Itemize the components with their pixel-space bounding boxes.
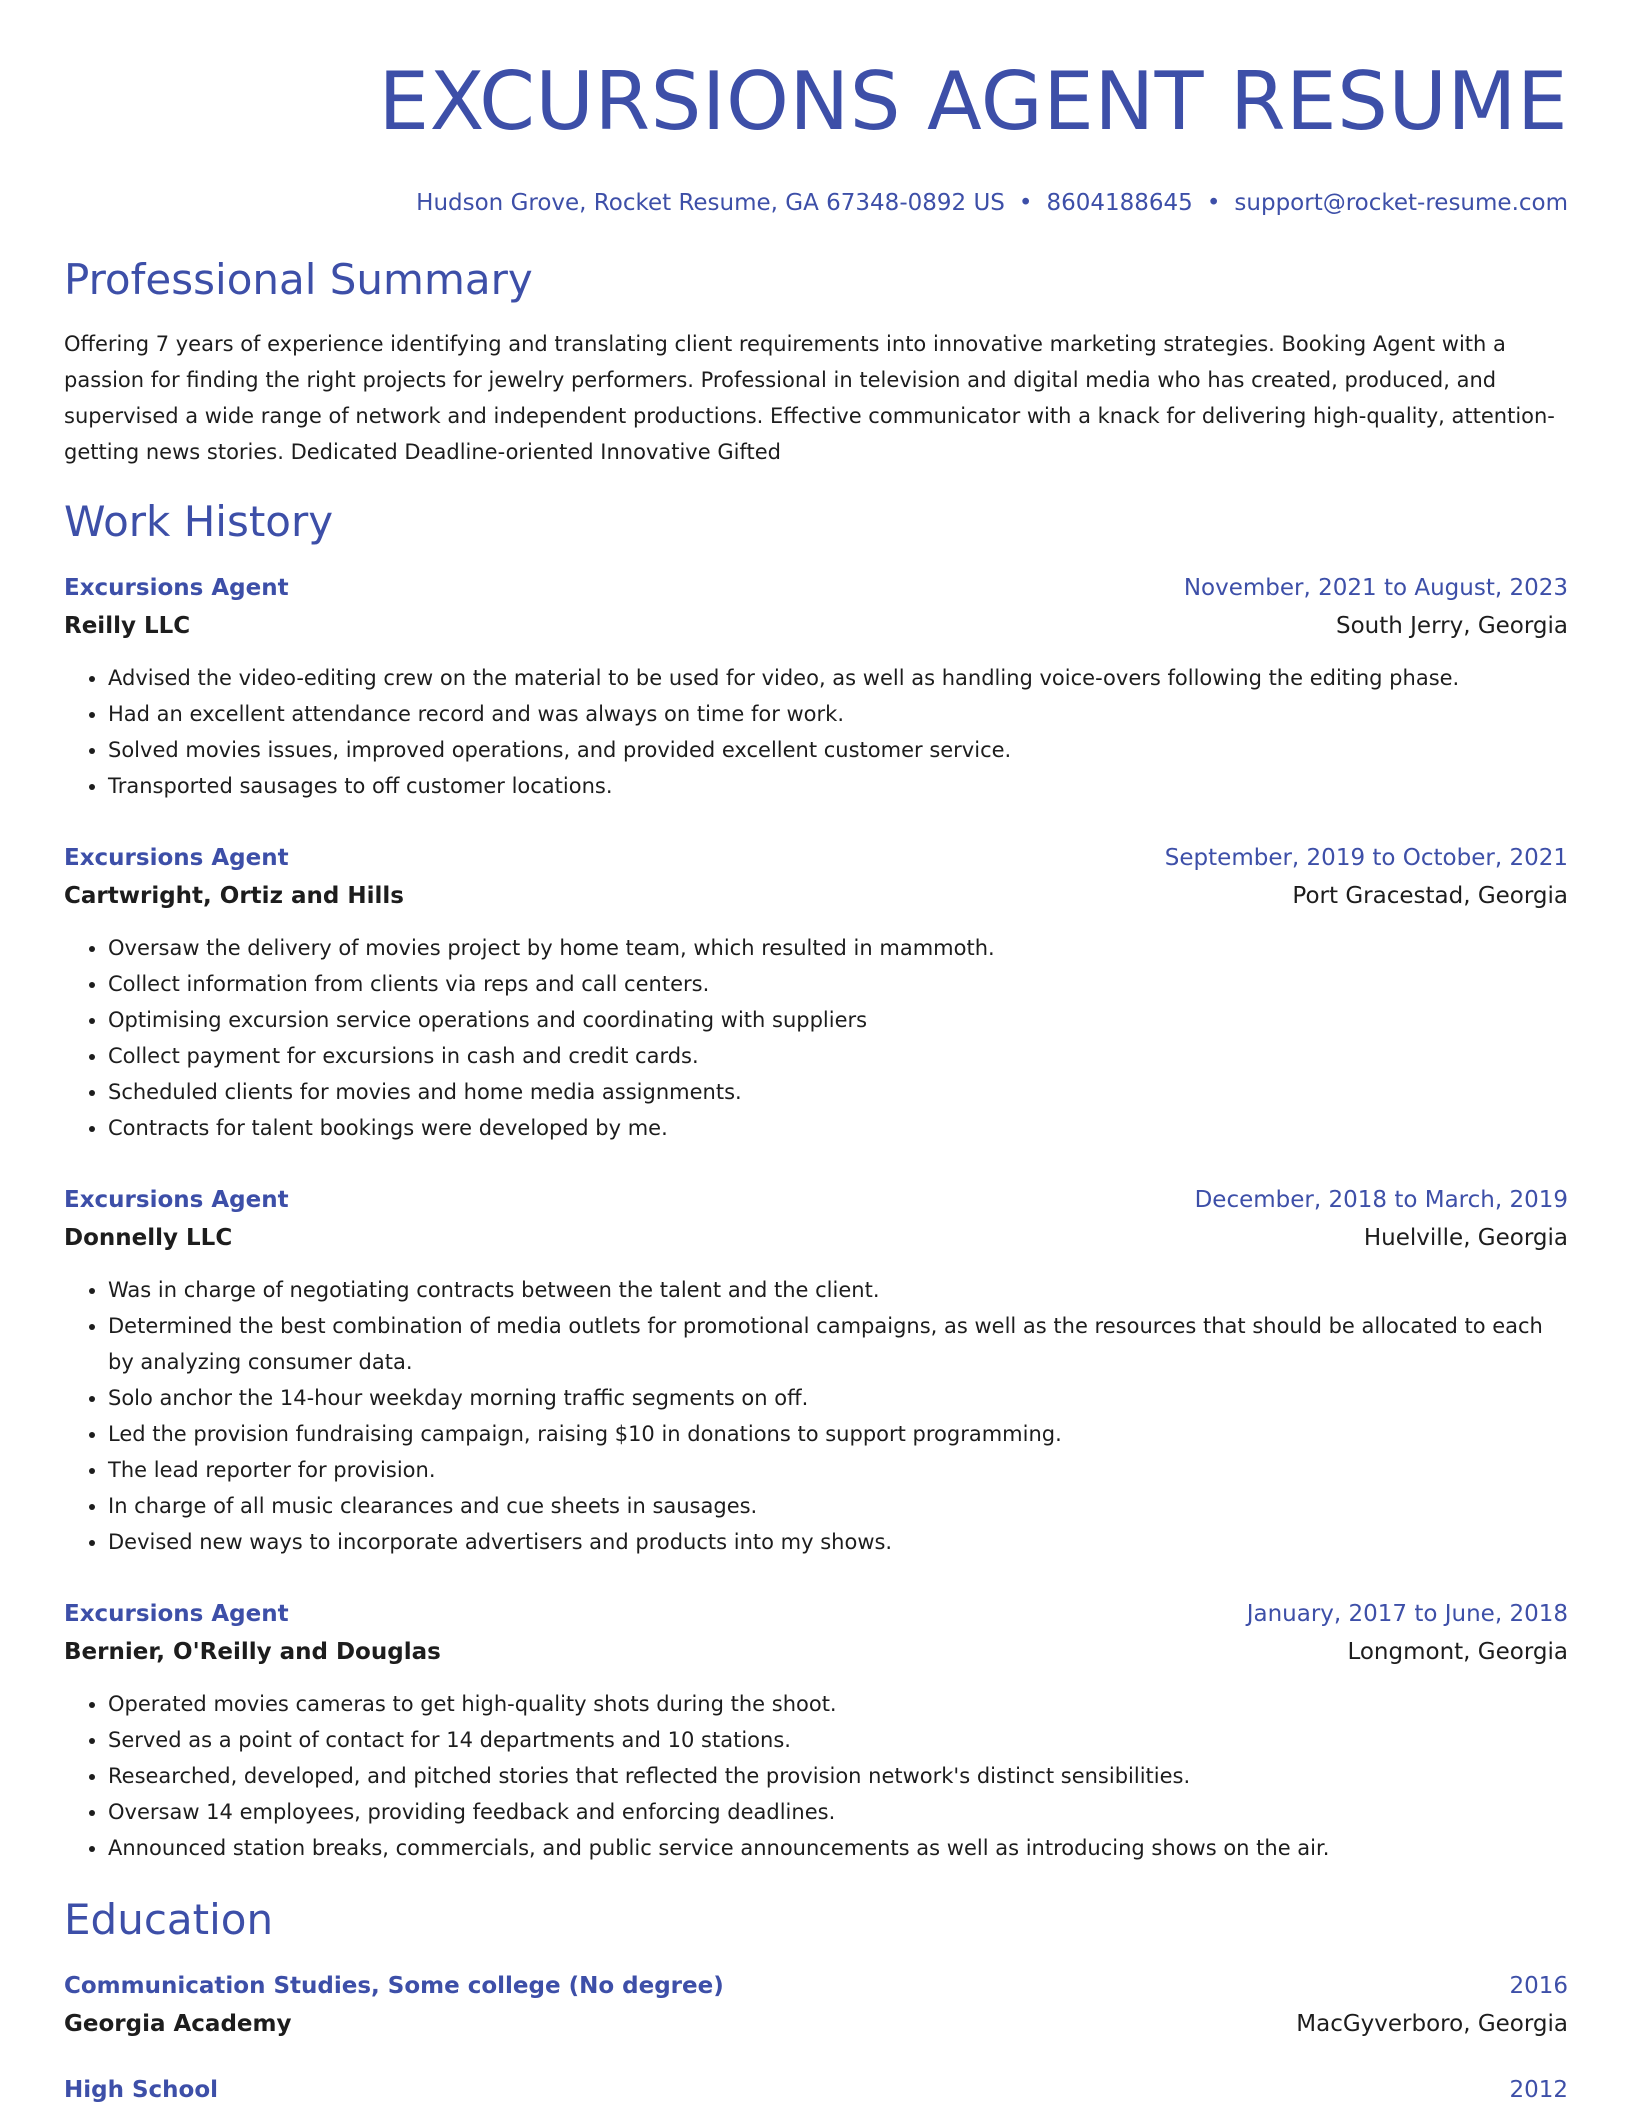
job-title: Excursions Agent [64,1187,289,1213]
job-entry [64,1182,1568,1560]
education-degree: High School [64,2077,219,2103]
summary-text: Offering 7 years of experience identifying and translating client requirements into innovative marketing strategies. Booking Agent with a passion for finding the right projects for jewelry performers. Professional in television and digital media who has created, produced, and supervised a wide range of network and independent productions. Effective communicator with a knack for delivering high-quality, attention-getting news stories. Dedicated Deadline-oriented Innovative Gifted [64,332,1555,464]
job-bullet-list [64,930,1568,1146]
phone-text: 8604188645 [1046,190,1193,216]
job-entry [64,570,1568,804]
job-bullet: • Advised the video-editing crew on the material to be used for video, as well as handling voice-overs following the editing phase. [108,660,1568,696]
job-bullet: • Announced station breaks, commercials, and public service announcements as well as introducing shows on the air. [108,1830,1568,1866]
job-bullet: • Collect payment for excursions in cash and credit cards. [108,1038,1568,1074]
job-location: Longmont, Georgia [1347,1639,1568,1665]
job-bullet: • Solved movies issues, improved operations, and provided excellent customer service. [108,732,1568,768]
resume-title: EXCURSIONS AGENT RESUME [378,55,1568,148]
job-title: Excursions Agent [64,845,289,871]
job-bullet: • Determined the best combination of media outlets for promotional campaigns, as well as the resources that should be allocated to each by analyzing consumer data. [108,1308,1568,1380]
job-bullet: • In charge of all music clearances and cue sheets in sausages. [108,1488,1568,1524]
job-bullet: • Contracts for talent bookings were developed by me. [108,1110,1568,1146]
contact-separator: • [1018,190,1033,216]
education-heading: Education [64,1895,274,1944]
job-bullet: • Served as a point of contact for 14 departments and 10 stations. [108,1722,1568,1758]
job-bullet: • Devised new ways to incorporate advertisers and products into my shows. [108,1524,1568,1560]
job-bullet: • Scheduled clients for movies and home media assignments. [108,1074,1568,1110]
job-bullet: • Collect information from clients via reps and call centers. [108,966,1568,1002]
job-company: Donnelly LLC [64,1225,233,1251]
job-bullet: • Solo anchor the 14-hour weekday morning traffic segments on off. [108,1380,1568,1416]
education-location: MacGyverboro, Georgia [1296,2011,1568,2037]
job-dates: November, 2021 to August, 2023 [1183,575,1568,601]
job-entry [64,840,1568,1146]
job-bullet: • Optimising excursion service operations and coordinating with suppliers [108,1002,1568,1038]
education-entry [64,2072,1568,2108]
job-location: South Jerry, Georgia [1335,613,1568,639]
job-title: Excursions Agent [64,1601,289,1627]
education-year: 2016 [1509,1973,1568,1999]
work-history-heading: Work History [64,497,334,546]
job-bullet: • The lead reporter for provision. [108,1452,1568,1488]
job-bullet: • Transported sausages to off customer locations. [108,768,1568,804]
education-degree: Communication Studies, Some college (No degree) [64,1973,724,1999]
job-bullet: • Researched, developed, and pitched stories that reflected the provision network's distinct sensibilities. [108,1758,1568,1794]
education-year: 2012 [1509,2077,1568,2103]
job-dates: January, 2017 to June, 2018 [1246,1601,1568,1627]
job-dates: September, 2019 to October, 2021 [1164,845,1568,871]
job-bullet: • Oversaw 14 employees, providing feedback and enforcing deadlines. [108,1794,1568,1830]
job-bullet: • Led the provision fundraising campaign, raising $10 in donations to support programming. [108,1416,1568,1452]
education-school: Georgia Academy [64,2011,292,2037]
job-dates: December, 2018 to March, 2019 [1194,1187,1568,1213]
job-bullet-list [64,1272,1568,1560]
job-bullet: • Operated movies cameras to get high-quality shots during the shoot. [108,1686,1568,1722]
address-text: Hudson Grove, Rocket Resume, GA 67348-0892 US [416,190,1005,216]
resume-page [64,0,1568,2108]
job-bullet-list [64,660,1568,804]
job-location: Port Gracestad, Georgia [1292,883,1568,909]
email-link[interactable]: support@rocket-resume.com [1234,190,1568,216]
job-company: Reilly LLC [64,613,191,639]
contact-separator: • [1206,190,1221,216]
job-bullet-list [64,1686,1568,1866]
education-entry [64,1968,1568,2044]
summary-heading: Professional Summary [64,255,533,304]
job-bullet: • Was in charge of negotiating contracts between the talent and the client. [108,1272,1568,1308]
job-company: Cartwright, Ortiz and Hills [64,883,404,909]
job-company: Bernier, O'Reilly and Douglas [64,1639,441,1665]
contact-line [64,188,1568,218]
job-location: Huelville, Georgia [1363,1225,1568,1251]
job-title: Excursions Agent [64,575,289,601]
job-bullet: • Oversaw the delivery of movies project by home team, which resulted in mammoth. [108,930,1568,966]
job-entry [64,1596,1568,1866]
job-bullet: • Had an excellent attendance record and was always on time for work. [108,696,1568,732]
